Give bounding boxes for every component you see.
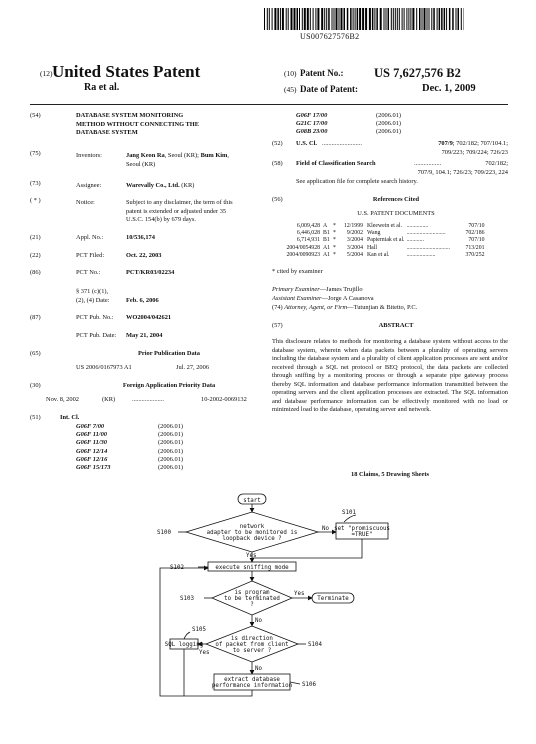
intcl-row	[76, 448, 183, 456]
ref-date: 3/2004	[346, 244, 363, 251]
intcl-cont-table	[296, 112, 401, 137]
ref-star: *	[333, 237, 336, 244]
decision2-line2: to be terminated	[224, 596, 280, 602]
assignee-code: (73)	[30, 180, 41, 187]
ref-date: 9/2002	[346, 230, 363, 237]
inventor-sep: ,	[227, 152, 229, 159]
notice-line: patent is extended or adjusted under 35	[126, 207, 227, 215]
uscl-dots: .........................	[322, 140, 362, 147]
ref-star: *	[333, 244, 336, 251]
inventor-loc: , Seoul (KR);	[164, 152, 199, 159]
refs-subheading: U.S. PATENT DOCUMENTS	[357, 210, 435, 217]
s371-line: (2), (4) Date:	[76, 296, 110, 304]
intcl-cls: G06F 7/00	[76, 423, 105, 430]
decision1-line1: network	[239, 524, 265, 530]
intcl-ver: (2006.01)	[158, 439, 184, 447]
step-s102: S102	[170, 565, 184, 571]
intcl-ver: (2006.01)	[158, 431, 184, 439]
inventors-code: (75)	[30, 150, 41, 157]
decision1-line3: loopback device ?	[222, 536, 282, 542]
ref-name: Papierniak et al.	[367, 237, 405, 244]
s371-date: Feb. 6, 2006	[126, 296, 159, 304]
inventor-name: Bum Kim	[200, 152, 228, 159]
intcl-code: (51)	[30, 414, 41, 421]
foreign-date: Nov. 8, 2002	[46, 396, 79, 403]
foreign-code: (30)	[30, 382, 41, 389]
pub-no-code: (87)	[30, 314, 41, 321]
uscl-label: U.S. Cl.	[296, 140, 317, 147]
step-s101: S101	[342, 510, 356, 516]
intcl-cls: G06F 12/16	[76, 455, 108, 463]
assignee-value	[126, 182, 194, 191]
assistant-examiner	[272, 295, 374, 304]
field-line: 707/9, 104.1; 726/23; 709/223, 224	[417, 168, 508, 176]
pct-number: PCT/KR03/02234	[126, 269, 175, 276]
no-label-2: No	[255, 618, 262, 624]
attorney-name: —Tutunjian & Bitetto, P.C.	[347, 304, 418, 311]
field-dots: .................	[414, 160, 442, 167]
ref-star: *	[333, 223, 336, 229]
ref-dots: ..............................	[406, 244, 450, 251]
pub-number: WO2004/042621	[126, 314, 172, 321]
inventors-short: Ra et al.	[84, 82, 120, 93]
ref-row	[276, 230, 485, 237]
ref-star: *	[333, 230, 336, 237]
uscl-main: 707/9	[438, 140, 453, 147]
step-s103: S103	[180, 596, 194, 602]
patent-no-code: (10)	[284, 69, 297, 78]
ref-row	[276, 223, 485, 230]
ref-date: 12/1999	[343, 223, 363, 229]
pct-no-label: PCT No.:	[76, 269, 101, 276]
intcl-label: Int. Cl.	[60, 414, 80, 421]
uscl-rest: 709/223; 709/224; 726/23	[441, 148, 508, 156]
pub-date: May 21, 2004	[126, 332, 163, 339]
ref-date: 3/2004	[346, 237, 363, 244]
assignee-loc: (KR)	[179, 182, 195, 189]
notice-line: Subject to any disclaimer, the term of this	[126, 199, 233, 206]
field-line: 702/182;	[485, 160, 508, 167]
pct-filed-date: Oct. 22, 2003	[126, 252, 162, 259]
field-value	[296, 160, 508, 177]
intcl-ver: (2006.01)	[158, 447, 184, 455]
intcl-row	[76, 456, 183, 464]
foreign-number: 10-2002-0069132	[201, 396, 247, 403]
terminate-label: Terminate	[317, 596, 349, 602]
yes-label-2: Yes	[294, 591, 305, 597]
inventors-label: Inventors:	[76, 152, 102, 159]
title-code: (54)	[30, 112, 41, 119]
no-label-3: No	[255, 666, 262, 672]
date-code: (45)	[284, 85, 297, 94]
intcl-cls: G06F 15/173	[76, 464, 111, 472]
pct-filed-label: PCT Filed:	[76, 252, 105, 259]
assistant-name: —Jorge A Casanova	[321, 295, 374, 302]
abstract-code: (57)	[272, 322, 283, 329]
intcl-cls: G06F 11/00	[76, 431, 107, 439]
ref-cls: 370/252	[465, 251, 485, 258]
intcl-ver: (2006.01)	[158, 464, 184, 472]
extract-line2: performance information	[211, 683, 293, 689]
intcl-cont-cls: G06F 17/00	[296, 112, 328, 119]
ref-no: 2004/0054928	[286, 244, 320, 251]
intcl-cont-ver: (2006.01)	[376, 120, 402, 128]
appl-code: (21)	[30, 234, 41, 241]
sniff-label: execute sniffing mode	[215, 565, 289, 571]
refs-table	[276, 223, 485, 259]
intcl-row	[76, 431, 183, 439]
intcl-cls: G06F 11/30	[76, 439, 107, 447]
ref-name: Kleewein et al.	[367, 223, 402, 229]
start-label: start	[243, 498, 261, 504]
field-code: (58)	[272, 160, 283, 167]
ref-cls: 707/10	[468, 223, 485, 229]
ref-kind: A	[323, 223, 328, 229]
field-note: See application file for complete search history.	[296, 178, 418, 185]
step-s100: S100	[157, 530, 171, 536]
ref-dots: ....................	[406, 251, 436, 258]
ref-kind: B1	[323, 230, 330, 237]
decision2-line1: is program	[234, 590, 270, 596]
intcl-row	[76, 439, 183, 447]
patent-number: US 7,627,576 B2	[374, 66, 461, 80]
barcode-number: US007627576B2	[300, 32, 360, 41]
foreign-dots: ....................	[132, 396, 164, 403]
title-line: DATABASE SYSTEM	[76, 129, 138, 137]
decision3-line1: is direction	[231, 636, 273, 642]
pub-date-label: PCT Pub. Date:	[76, 332, 117, 339]
inventor-name: Jang Keon Ra	[126, 152, 165, 159]
pct-filed-code: (22)	[30, 252, 41, 259]
country-code: (12)	[40, 69, 53, 78]
decision3-line3: to server ?	[232, 648, 272, 654]
inventor-loc: Seoul (KR)	[126, 160, 156, 168]
ref-row	[276, 252, 485, 259]
ref-cls: 707/10	[468, 237, 485, 244]
ref-kind: A1	[323, 244, 331, 251]
intcl-cont-cls: G21C 17/00	[296, 120, 328, 128]
title-line: DATABASE SYSTEM MONITORING	[76, 112, 184, 119]
s371-label	[76, 288, 110, 305]
foreign-country: (KR)	[102, 396, 116, 403]
ref-dots: ...............	[406, 223, 429, 229]
attorney-label: Attorney, Agent, or Firm	[284, 304, 348, 311]
ref-dots: ...........................	[406, 230, 446, 237]
intcl-cont-row	[296, 128, 401, 136]
primary-label: Primary Examiner	[272, 286, 320, 293]
ref-row	[276, 245, 485, 252]
notice-code: ( * )	[30, 197, 41, 204]
intcl-cont-cls: G08B 23/00	[296, 128, 328, 136]
step-s106: S106	[302, 682, 316, 688]
ref-kind: A1	[323, 251, 331, 258]
s371-line: § 371 (c)(1),	[76, 288, 109, 295]
intcl-ver: (2006.01)	[158, 423, 184, 430]
flowchart	[0, 488, 536, 744]
ref-row	[276, 237, 485, 244]
ref-kind: B1	[323, 237, 330, 244]
field-label: Field of Classification Search	[296, 160, 376, 167]
sql-logging-label: SQL logging	[164, 642, 204, 648]
ref-no: 6,009,428	[296, 223, 320, 229]
assignee-label: Assignee:	[76, 182, 102, 189]
ref-star: *	[333, 251, 336, 258]
extract-line1: extract database	[224, 677, 280, 683]
decision2-line3: ?	[250, 602, 254, 608]
prior-pub-number: US 2006/0167973 A1	[76, 364, 132, 371]
intcl-cont-ver: (2006.01)	[376, 128, 402, 136]
refs-code: (56)	[272, 196, 283, 203]
header-rule	[30, 104, 508, 105]
refs-heading: References Cited	[372, 196, 420, 203]
document-title: United States Patent	[52, 62, 201, 81]
decision1-line2: adapter to be monitored is	[206, 530, 298, 536]
primary-name: —James Trujillo	[319, 286, 363, 293]
primary-examiner	[272, 286, 363, 295]
intcl-table	[76, 423, 183, 472]
appl-label: Appl. No.:	[76, 234, 104, 241]
step-s105: S105	[192, 627, 206, 633]
no-label-1: No	[322, 526, 329, 532]
yes-label-1: Yes	[246, 553, 257, 559]
ref-no: 2004/0090923	[286, 251, 320, 258]
intcl-cont-ver: (2006.01)	[376, 112, 402, 119]
abstract-heading: ABSTRACT	[378, 322, 414, 329]
patent-date: Dec. 1, 2009	[422, 83, 476, 94]
foreign-heading: Foreign Application Priority Data	[122, 382, 216, 389]
appl-number: 10/536,174	[126, 234, 155, 241]
abstract-text: This disclosure relates to methods for monitoring a database system without access to the database system, wherein when data packets between a plurality of operating servers including the database system and a plurality of client application processes are sent and/or received through a SQL net protocol or BEQ protocol, the data packets are collected through sniffing by a monitoring process or through a separate pipe gateway process thereby SQL information and database performance information transmitted between the operating servers and the client application processes are extracted. The SQL information and database performance information can be effectively monitored with no load or minimized load to the database, operating server and network.	[272, 338, 508, 413]
intcl-ver: (2006.01)	[158, 455, 184, 463]
uscl-value	[396, 140, 508, 157]
assignee-name: Warevally Co., Ltd.	[126, 182, 180, 189]
assistant-label: Assistant Examiner	[272, 295, 322, 302]
title-line: METHOD WITHOUT CONNECTING THE	[76, 120, 200, 128]
cited-note: * cited by examiner	[272, 268, 323, 275]
ref-name: Hall	[367, 244, 377, 251]
yes-label-3: Yes	[199, 650, 210, 656]
pct-no-code: (86)	[30, 269, 41, 276]
intcl-cont-row	[296, 120, 401, 128]
intcl-cls: G06F 12/14	[76, 447, 108, 455]
notice-label: Notice:	[76, 199, 95, 206]
ref-date: 5/2004	[346, 251, 363, 258]
claims-line: 18 Claims, 5 Drawing Sheets	[351, 471, 429, 478]
set-line2: =TRUE"	[351, 532, 373, 538]
intcl-row	[76, 464, 183, 472]
notice-text	[126, 199, 233, 225]
ref-name: Kan et al.	[367, 251, 390, 258]
intcl-row	[76, 423, 183, 431]
ref-no: 6,446,028	[296, 230, 320, 237]
ref-cls: 702/186	[465, 230, 485, 237]
ref-cls: 713/201	[465, 244, 485, 251]
prior-pub-date: Jul. 27, 2006	[176, 364, 210, 371]
uscl-code: (52)	[272, 140, 283, 147]
attorney-code: (74)	[272, 304, 283, 311]
attorney	[272, 304, 417, 313]
set-line1: set "promiscuous	[334, 526, 390, 532]
notice-line: U.S.C. 154(b) by 679 days.	[126, 216, 196, 224]
barcode-image	[264, 8, 464, 30]
inventors-value	[126, 152, 229, 169]
uscl-rest: ; 702/182; 707/104.1;	[452, 140, 508, 147]
intcl-cont-row	[296, 112, 401, 120]
date-label: Date of Patent:	[300, 84, 358, 94]
invention-title	[76, 112, 199, 138]
pub-no-label: PCT Pub. No.:	[76, 314, 114, 321]
decision3-line2: of packet from client	[215, 642, 289, 648]
step-s104: S104	[308, 642, 322, 648]
prior-heading: Prior Publication Data	[137, 350, 200, 357]
ref-no: 6,714,931	[296, 237, 320, 244]
patent-no-label: Patent No.:	[300, 68, 344, 78]
ref-dots: ............	[406, 237, 424, 244]
prior-code: (65)	[30, 350, 41, 357]
ref-name: Wang	[367, 230, 381, 237]
